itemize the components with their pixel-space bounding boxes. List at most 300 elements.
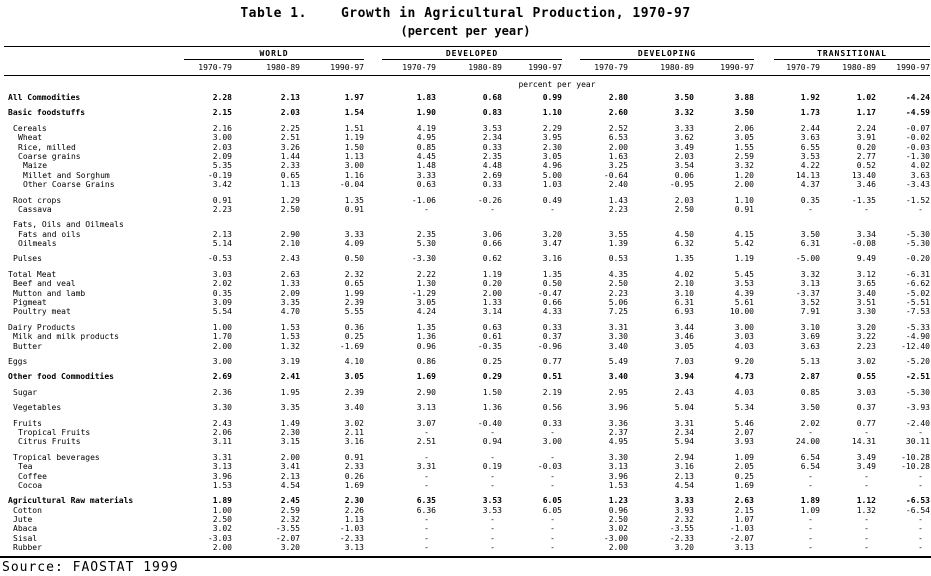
value-cell: -0.64 [603,170,628,180]
column-gap [754,437,774,446]
table-row [4,515,931,524]
value-cell: 3.13 [212,462,232,472]
column-gap [754,108,774,117]
column-gap [364,372,382,381]
value-cell: - [550,533,555,543]
value-cell: -5.33 [905,322,930,332]
value-cell: 0.77 [856,418,876,428]
value-cell: 1.73 [800,108,820,118]
value-cell: 2.43 [280,254,300,264]
value-cell: -6.62 [905,279,930,289]
value-cell: 3.33 [674,496,694,506]
value-cell: 3.32 [734,161,754,171]
value-cell: 4.09 [344,239,364,249]
value-cell: -2.40 [905,418,930,428]
value-cell: 2.13 [280,471,300,481]
column-gap [562,524,580,533]
value-cell: 2.13 [674,471,694,481]
column-gap [364,437,382,446]
row-label: Jute [13,515,33,525]
value-cell: 0.25 [734,471,754,481]
value-cell: - [550,427,555,437]
value-cell: 3.93 [734,437,754,447]
row-label: All Commodities [8,93,81,102]
column-gap [562,108,580,117]
value-cell: -7.53 [905,307,930,317]
column-gap [754,419,774,428]
value-cell: 4.73 [734,372,754,382]
value-cell: 1.43 [608,195,628,205]
value-cell: 2.59 [280,505,300,515]
value-cell: 3.10 [800,322,820,332]
value-cell: 1.10 [734,195,754,205]
value-cell: 0.29 [482,372,502,382]
value-cell [232,220,300,229]
row-label: Tropical beverages [13,452,100,462]
value-cell: 4.02 [674,269,694,279]
group-header-developing: DEVELOPING [580,49,754,60]
value-cell: 4.95 [608,437,628,447]
value-cell: 5.04 [674,403,694,413]
column-gap [754,230,774,239]
value-cell: 1.19 [734,254,754,264]
value-cell: 1.09 [734,452,754,462]
row-label: Other food Commodities [8,372,114,382]
value-cell: 3.35 [280,403,300,413]
value-cell: 3.13 [800,279,820,289]
row-label: Oilmeals [18,239,57,249]
value-cell: 9.20 [734,356,754,366]
value-cell: 2.35 [416,229,436,239]
value-cell: -0.04 [339,180,364,190]
value-cell: 3.13 [344,543,364,553]
column-gap [754,453,774,462]
column-gap [364,230,382,239]
value-cell: 0.20 [482,279,502,289]
value-cell: -5.00 [795,254,820,264]
value-cell: 2.50 [608,279,628,289]
value-cell: 1.69 [344,480,364,490]
value-cell: - [808,515,813,525]
value-cell: 2.50 [608,515,628,525]
value-cell: 3.14 [482,307,502,317]
value-cell: 4.39 [734,288,754,298]
value-cell: - [918,543,923,553]
value-cell: 0.77 [542,356,562,366]
column-gap [562,289,580,298]
value-cell: -10.28 [901,462,930,472]
value-cell: -5.30 [905,229,930,239]
value-cell: 1.13 [280,180,300,190]
value-cell: 4.35 [608,269,628,279]
value-cell: 2.50 [212,515,232,525]
table-number: Table 1. [240,6,307,21]
column-gap [754,515,774,524]
table-row [4,307,931,316]
value-cell: 3.03 [212,269,232,279]
value-cell: 4.45 [416,151,436,161]
column-gap [562,372,580,381]
column-gap [562,332,580,341]
group-header-developed: DEVELOPED [382,49,562,60]
column-gap [562,196,580,205]
column-gap [562,180,580,189]
value-cell: 6.36 [416,505,436,515]
value-cell: 3.63 [910,170,930,180]
value-cell: -0.07 [905,123,930,133]
value-cell: - [808,533,813,543]
value-cell: 4.96 [542,161,562,171]
value-cell: 3.42 [212,180,232,190]
value-cell: 2.60 [608,108,628,118]
value-cell: 1.03 [542,180,562,190]
value-cell: - [424,524,429,534]
value-cell: 3.05 [542,151,562,161]
value-cell: -12.40 [901,341,930,351]
value-cell: 3.19 [280,356,300,366]
value-cell: 3.32 [800,269,820,279]
value-cell: 1.36 [482,403,502,413]
value-cell: - [424,452,429,462]
value-cell: - [808,204,813,214]
value-cell: 0.20 [856,142,876,152]
group-header-world: WORLD [184,49,364,60]
value-cell: 3.30 [608,332,628,342]
value-cell: 0.65 [344,279,364,289]
column-gap [754,161,774,170]
value-cell: 2.45 [280,496,300,506]
row-label: Fruits [13,418,42,428]
value-cell: 3.52 [800,298,820,308]
value-cell: 6.05 [542,496,562,506]
value-cell: 2.34 [674,427,694,437]
column-gap [364,462,382,471]
value-cell: 2.80 [608,93,628,102]
value-cell: 0.86 [416,356,436,366]
value-cell: 3.31 [608,322,628,332]
value-cell: 4.48 [482,161,502,171]
value-cell: -0.03 [537,462,562,472]
value-cell: 3.53 [482,496,502,506]
column-gap [364,298,382,307]
value-cell: 0.85 [800,387,820,397]
value-cell: 3.00 [542,437,562,447]
value-cell: 2.94 [674,452,694,462]
row-label: Tropical Fruits [18,427,91,437]
value-cell: - [918,480,923,490]
table-row [4,239,931,248]
value-cell: 2.00 [482,288,502,298]
value-cell: - [918,204,923,214]
value-cell: 5.35 [212,161,232,171]
value-cell: 1.44 [280,151,300,161]
column-gap [754,332,774,341]
value-cell: 2.00 [212,543,232,553]
value-cell: -3.03 [207,533,232,543]
value-cell: - [490,471,495,481]
value-cell: 5.55 [344,307,364,317]
value-cell: 0.25 [482,356,502,366]
table-row [4,230,931,239]
value-cell: 1.53 [212,480,232,490]
column-gap [364,342,382,351]
value-cell [580,220,628,229]
group-header-spacer [4,49,184,60]
row-label: Butter [13,341,42,351]
row-label: Vegetables [13,403,62,413]
value-cell: 3.31 [416,462,436,472]
table-row [4,298,931,307]
value-cell: 2.39 [344,298,364,308]
table-subtitle: (percent per year) [400,24,531,38]
value-cell: 3.11 [212,437,232,447]
value-cell: 5.13 [800,356,820,366]
value-cell: 3.09 [212,298,232,308]
column-gap [754,239,774,248]
value-cell: 4.37 [800,180,820,190]
value-cell: - [808,543,813,553]
value-cell: 0.63 [482,322,502,332]
value-cell: - [918,533,923,543]
value-cell: 2.02 [212,279,232,289]
value-cell: 0.91 [734,204,754,214]
value-cell: 3.13 [608,462,628,472]
value-cell: 1.83 [416,93,436,102]
value-cell: 5.00 [542,170,562,180]
value-cell: 3.91 [856,133,876,143]
value-cell: 5.46 [734,418,754,428]
value-cell: 3.10 [674,288,694,298]
table-row [4,332,931,341]
value-cell: 6.54 [800,462,820,472]
value-cell: 14.31 [851,437,876,447]
column-gap [754,342,774,351]
period-header: 1970-79 [198,63,232,72]
column-gap [562,298,580,307]
column-gap [754,403,774,412]
value-cell: 2.09 [280,288,300,298]
value-cell: 2.43 [212,418,232,428]
value-cell: 2.39 [344,387,364,397]
value-cell: -4.24 [905,93,930,102]
table-row [4,254,931,263]
value-cell: 0.53 [608,254,628,264]
value-cell: 1.19 [482,269,502,279]
value-cell: 2.00 [212,341,232,351]
value-cell: 30.11 [905,437,930,447]
value-cell: -2.07 [729,533,754,543]
column-gap [562,462,580,471]
value-cell: 1.32 [280,341,300,351]
value-cell: -3.30 [411,254,436,264]
value-cell: -6.31 [905,269,930,279]
value-cell: 1.07 [734,515,754,525]
value-cell: -0.08 [851,239,876,249]
row-label: Cotton [13,505,42,515]
value-cell: 2.23 [608,288,628,298]
row-label: Tea [18,462,33,472]
value-cell: 1.36 [416,332,436,342]
value-cell: 2.44 [800,123,820,133]
column-gap [754,124,774,133]
value-cell: 4.19 [416,123,436,133]
row-label: Fats and oils [18,229,81,239]
column-gap [562,307,580,316]
value-cell: 24.00 [795,437,820,447]
value-cell: 0.91 [344,452,364,462]
value-cell: 9.49 [856,254,876,264]
value-cell: 3.33 [416,170,436,180]
value-cell: 3.53 [482,505,502,515]
value-cell: 0.65 [280,170,300,180]
value-cell: 0.66 [482,239,502,249]
value-cell: 3.63 [800,133,820,143]
value-cell: 2.30 [344,496,364,506]
column-gap [562,472,580,481]
value-cell: 3.16 [344,437,364,447]
column-gap [364,93,382,102]
column-gap [754,481,774,490]
value-cell: 1.51 [344,123,364,133]
value-cell: 1.29 [280,195,300,205]
value-cell: 4.70 [280,307,300,317]
value-cell: 3.69 [800,332,820,342]
value-cell: 6.54 [800,452,820,462]
column-gap [562,220,580,229]
value-cell: -0.96 [537,341,562,351]
value-cell: 2.05 [734,462,754,472]
row-label: Rubber [13,543,42,553]
value-cell: 0.55 [856,372,876,382]
value-cell: - [424,480,429,490]
value-cell: 1.97 [344,93,364,102]
table-row [4,481,931,490]
column-gap [364,428,382,437]
column-gap [364,323,382,332]
row-label: Millet and Sorghum [23,170,110,180]
value-cell: -4.90 [905,332,930,342]
value-cell: 0.94 [482,437,502,447]
column-gap [754,279,774,288]
row-label: Sisal [13,533,38,543]
value-cell: 1.89 [212,496,232,506]
value-cell: 5.34 [734,403,754,413]
table-row [4,220,931,229]
table-row [4,472,931,481]
value-cell: 0.33 [482,180,502,190]
value-cell: - [918,471,923,481]
column-gap [754,462,774,471]
column-gap [754,496,774,505]
table-row [4,171,931,180]
table-row [4,161,931,170]
value-cell: - [490,515,495,525]
column-gap [364,472,382,481]
value-cell: -1.03 [339,524,364,534]
value-cell: 2.11 [344,427,364,437]
value-cell [820,220,876,229]
value-cell: 6.93 [674,307,694,317]
value-cell: 3.02 [344,418,364,428]
value-cell: 3.05 [674,341,694,351]
value-cell: 5.54 [212,307,232,317]
column-gap [364,254,382,263]
period-header: 1980-89 [266,63,300,72]
value-cell: - [808,471,813,481]
row-label: Pigmeat [13,298,47,308]
value-cell: 3.46 [674,332,694,342]
value-cell: 2.37 [608,427,628,437]
value-cell: -0.95 [669,180,694,190]
value-cell: 3.30 [212,403,232,413]
value-cell: -1.29 [411,288,436,298]
value-cell: 5.49 [608,356,628,366]
value-cell: 3.05 [734,133,754,143]
table-body [4,93,931,553]
column-gap [364,171,382,180]
value-cell: 4.10 [344,356,364,366]
period-header: 1990-97 [720,63,754,72]
value-cell: 2.34 [482,133,502,143]
value-cell: 1.69 [416,372,436,382]
row-label: Fats, Oils and Oilmeals [13,220,124,230]
column-gap [364,152,382,161]
value-cell: 4.03 [734,387,754,397]
value-cell: 3.36 [608,418,628,428]
group-header-transitional: TRANSITIONAL [774,49,930,60]
value-cell: 3.31 [212,452,232,462]
column-gap [754,180,774,189]
table-row [4,543,931,552]
value-cell: 3.30 [608,452,628,462]
table-row [4,437,931,446]
value-cell: 3.20 [280,543,300,553]
value-cell: 4.22 [800,161,820,171]
value-cell [382,220,436,229]
value-cell: 2.35 [482,151,502,161]
value-cell: 0.25 [344,332,364,342]
column-gap [562,323,580,332]
unit-note: percent per year [518,80,596,89]
value-cell: 3.54 [674,161,694,171]
value-cell: 0.33 [482,142,502,152]
value-cell: 0.61 [482,332,502,342]
value-cell: 3.50 [800,403,820,413]
value-cell: -3.55 [275,524,300,534]
column-gap [562,270,580,279]
value-cell: 7.25 [608,307,628,317]
value-cell: 1.32 [856,505,876,515]
column-gap [364,524,382,533]
column-gap [754,133,774,142]
value-cell: -3.43 [905,180,930,190]
column-gap [364,496,382,505]
value-cell: 2.30 [280,427,300,437]
value-cell: 3.47 [542,239,562,249]
value-cell: 3.50 [800,229,820,239]
table-row [4,372,931,381]
value-cell: 2.50 [674,204,694,214]
value-cell: 0.66 [542,298,562,308]
value-cell: 1.95 [280,387,300,397]
table-row [4,279,931,288]
value-cell: - [550,452,555,462]
table-title [0,6,931,21]
value-cell: - [550,204,555,214]
period-header: 1980-89 [660,63,694,72]
row-label: Abaca [13,524,38,534]
value-cell: -2.33 [339,533,364,543]
